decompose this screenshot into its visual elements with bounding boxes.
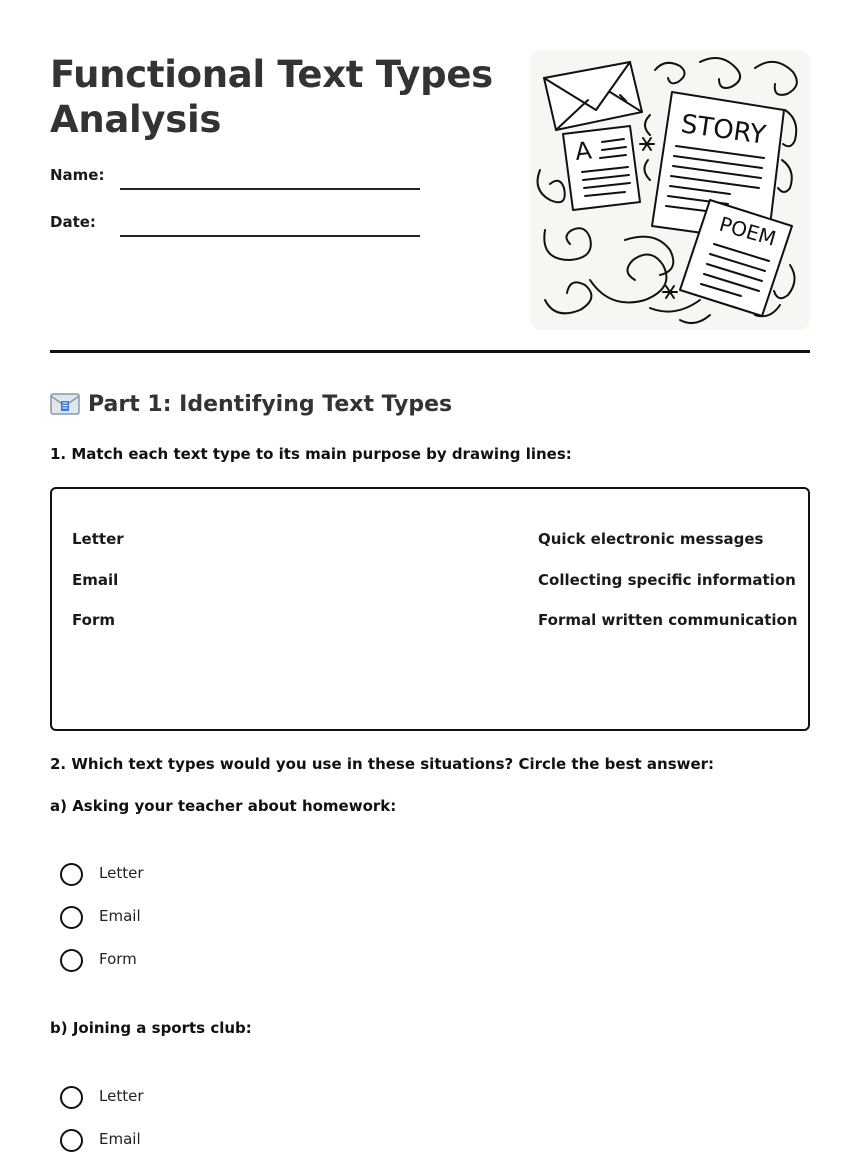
match-right-item[interactable]: Formal written communication	[538, 611, 798, 629]
match-right-item[interactable]: Collecting specific information	[538, 570, 796, 589]
radio-circle[interactable]	[60, 863, 83, 886]
story-label: STORY	[679, 109, 768, 151]
header-divider	[50, 350, 810, 353]
text-type-column	[72, 527, 124, 649]
date-line[interactable]	[120, 235, 420, 237]
option-label: Letter	[99, 864, 144, 882]
question-1: 1. Match each text type to its main purpose by drawing lines:	[50, 445, 572, 463]
match-left-item[interactable]: Letter	[72, 530, 124, 548]
date-field	[50, 211, 420, 241]
option-label: Email	[99, 1130, 141, 1148]
question-2a-options	[60, 862, 143, 991]
option-letter[interactable]	[60, 1085, 143, 1128]
option-form[interactable]	[60, 948, 143, 991]
option-letter[interactable]	[60, 862, 143, 905]
date-label: Date:	[50, 213, 96, 231]
radio-circle[interactable]	[60, 906, 83, 929]
option-email[interactable]	[60, 905, 143, 948]
question-2: 2. Which text types would you use in these situations? Circle the best answer:	[50, 755, 715, 773]
match-right-item[interactable]: Quick electronic messages	[538, 530, 764, 548]
worksheet-title: Functional Text Types Analysis	[50, 53, 493, 141]
match-left-item[interactable]: Email	[72, 570, 119, 589]
part1-title-text: Part 1: Identifying Text Types	[88, 391, 453, 417]
match-left-item[interactable]: Form	[72, 611, 115, 629]
poem-label: POEM	[716, 211, 779, 251]
text-types-illustration	[530, 50, 810, 330]
question-2b: b) Joining a sports club:	[50, 1019, 252, 1037]
purpose-column	[538, 527, 798, 649]
option-email[interactable]	[60, 1128, 143, 1161]
option-label: Form	[99, 950, 137, 968]
part1-title	[50, 388, 452, 420]
option-label: Email	[99, 907, 141, 925]
radio-circle[interactable]	[60, 949, 83, 972]
question-2b-options	[60, 1085, 143, 1161]
name-label: Name:	[50, 166, 105, 184]
option-label: Letter	[99, 1087, 144, 1105]
radio-circle[interactable]	[60, 1086, 83, 1109]
envelope-icon	[50, 393, 80, 415]
question-2a: a) Asking your teacher about homework:	[50, 797, 397, 815]
envelope-drawing	[544, 62, 642, 130]
illustration-drawing	[530, 50, 810, 330]
worksheet-header	[50, 50, 810, 330]
name-field	[50, 164, 420, 194]
matching-box[interactable]	[50, 487, 810, 731]
letter-a-mark: A	[573, 136, 593, 166]
swirl-decoration	[538, 170, 565, 202]
radio-circle[interactable]	[60, 1129, 83, 1152]
name-line[interactable]	[120, 188, 420, 190]
